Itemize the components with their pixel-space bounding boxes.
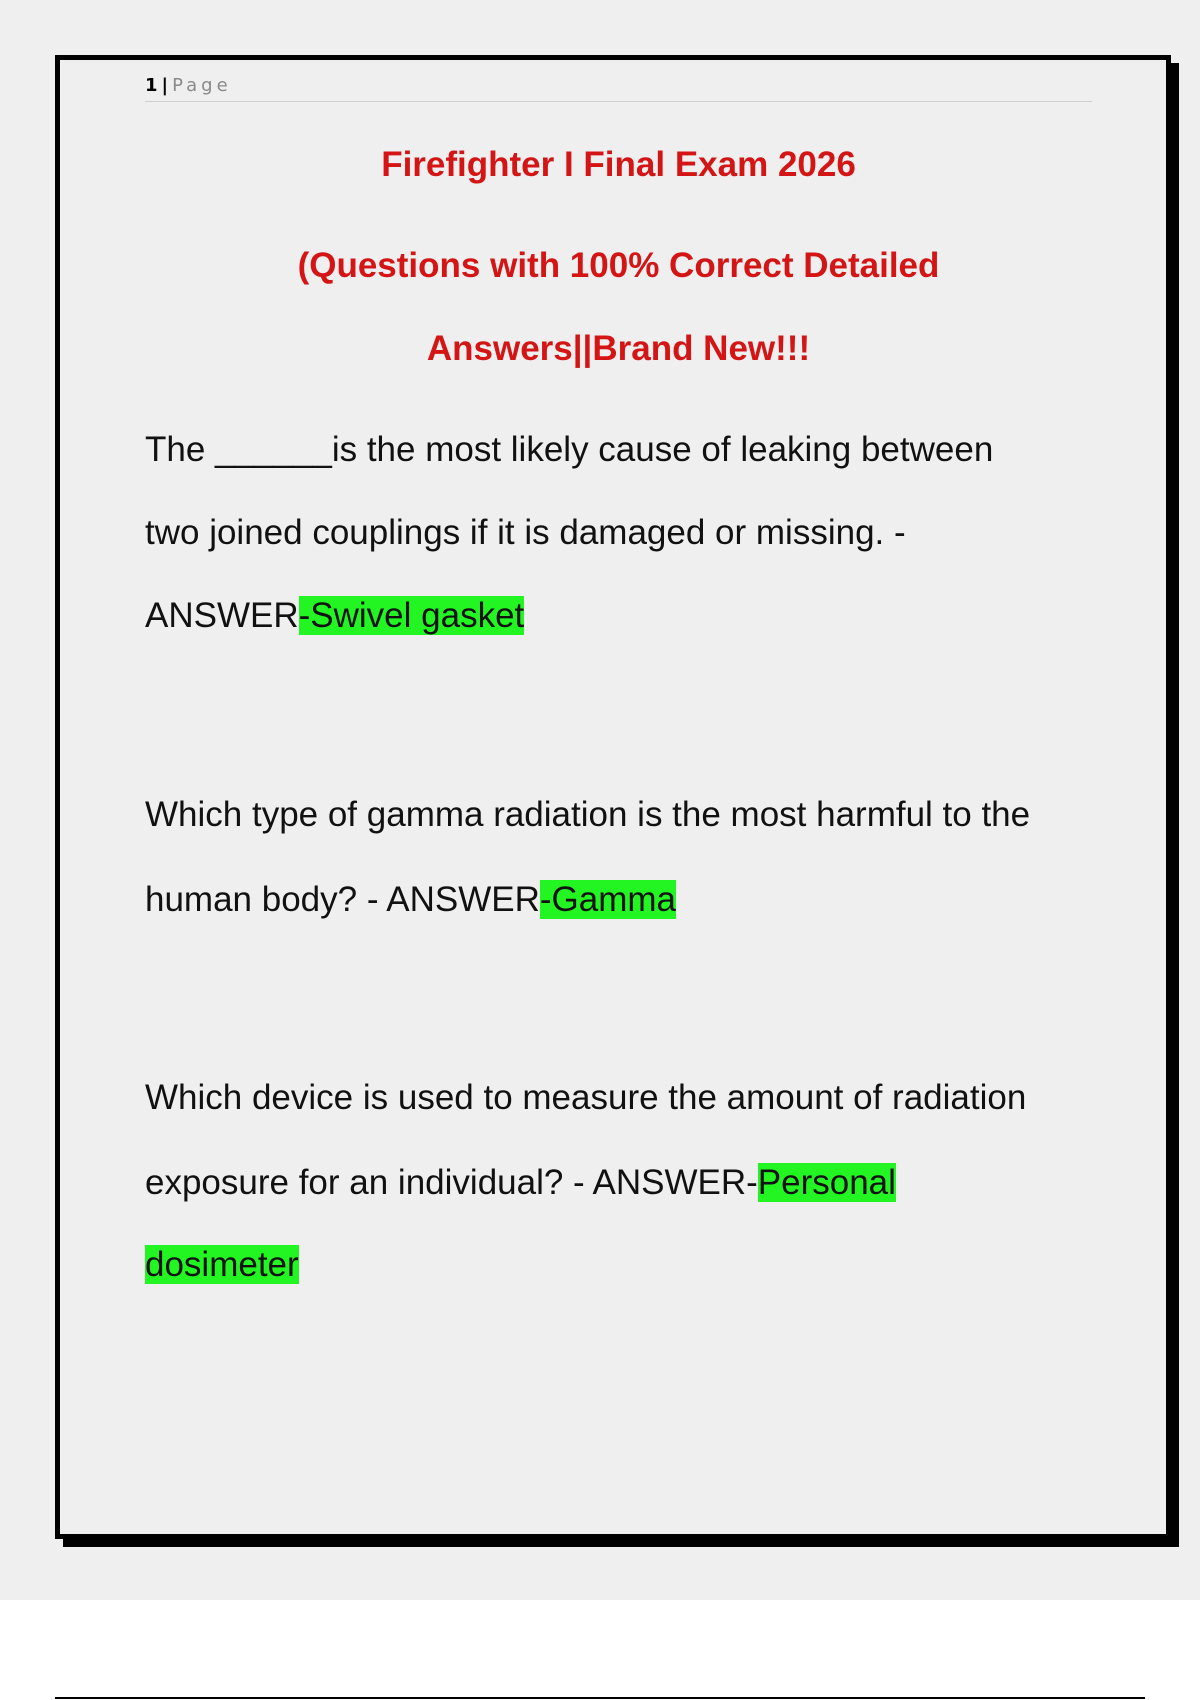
answer-highlight: -Swivel gasket (298, 596, 525, 635)
document-subtitle-line1: (Questions with 100% Correct Detailed (297, 246, 940, 285)
answer-prefix: human body? - ANSWER (145, 880, 540, 919)
answer-highlight: -Gamma (539, 880, 677, 919)
answer-prefix: ANSWER (145, 596, 299, 635)
question-2-line-1: Which type of gamma radiation is the most harmful to the (145, 795, 1031, 834)
question-1-line-3 (145, 594, 524, 638)
page-number: 1 (145, 75, 158, 96)
bottom-divider (55, 1697, 1145, 1699)
answer-highlight: Personal (757, 1163, 896, 1202)
page-label: Page (172, 75, 232, 96)
answer-prefix: exposure for an individual? - ANSWER- (145, 1163, 758, 1202)
page-separator: | (161, 75, 169, 96)
document-subtitle-line2: Answers||Brand New!!! (426, 329, 811, 368)
question-3-line-1: Which device is used to measure the amount of radiation (145, 1078, 1027, 1117)
answer-highlight: dosimeter (145, 1245, 299, 1284)
question-2-line-2 (145, 878, 676, 922)
document-title: Firefighter I Final Exam 2026 (381, 145, 856, 184)
page-header (145, 74, 1092, 102)
question-3-line-2 (145, 1161, 896, 1205)
question-1-line-1: The ______is the most likely cause of leaking between (145, 430, 994, 469)
question-3-line-3 (145, 1243, 299, 1287)
question-1-line-2: two joined couplings if it is damaged or missing. - (145, 513, 906, 552)
